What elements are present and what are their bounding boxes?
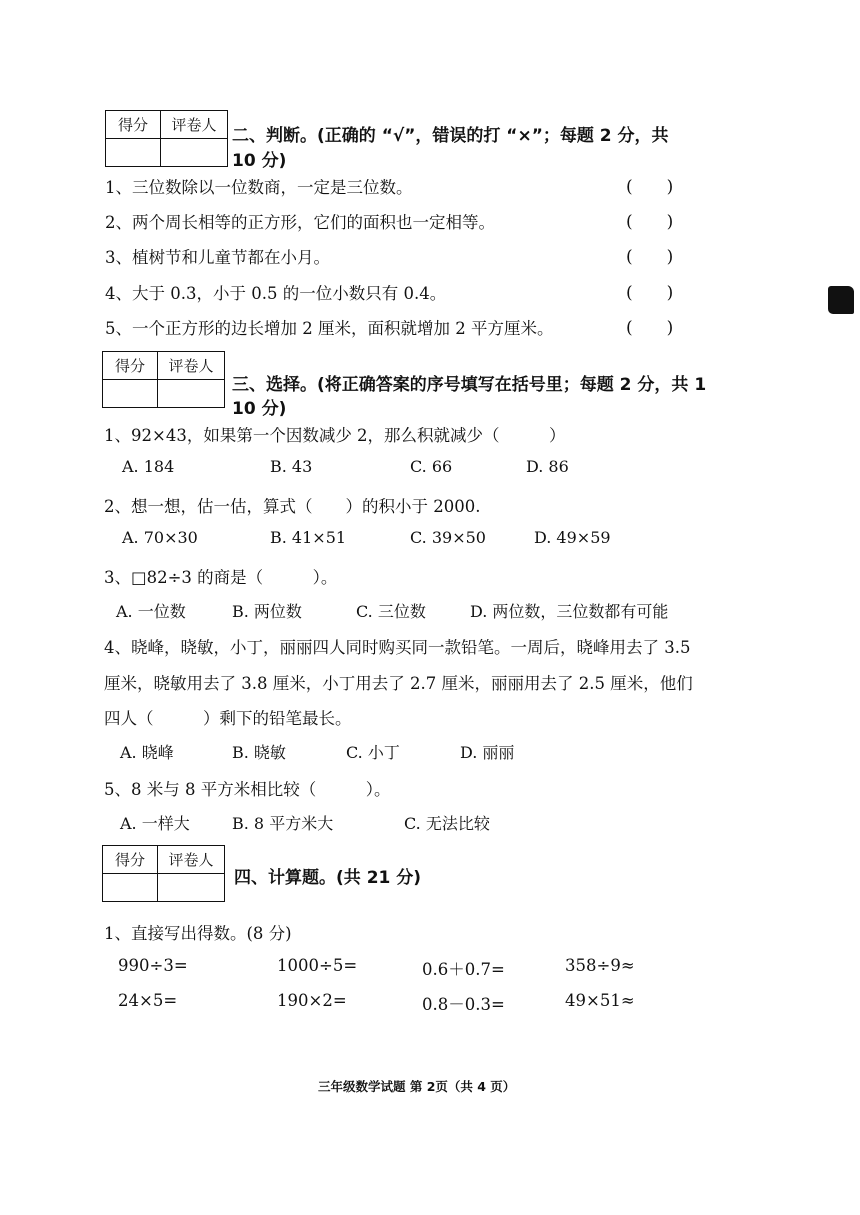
choice-question-4-line3: 四人（ ）剩下的铅笔最长。	[104, 709, 352, 728]
grader-label: 评卷人	[158, 352, 225, 380]
score-label: 得分	[103, 846, 158, 874]
calc-item: 49×51≈	[565, 991, 635, 1010]
q5-option-a[interactable]: A. 一样大	[120, 814, 190, 833]
score-label: 得分	[103, 352, 158, 380]
q1-option-d[interactable]: D. 86	[526, 457, 569, 476]
q5-option-b[interactable]: B. 8 平方米大	[232, 814, 334, 833]
choice-question-5: 5、8 米与 8 平方米相比较（ ）。	[104, 780, 391, 799]
scan-blot	[828, 286, 854, 314]
score-label: 得分	[106, 111, 161, 139]
page-footer: 三年级数学试题 第 2页（共 4 页）	[318, 1079, 516, 1094]
choice-question-4-line1: 4、晓峰，晓敏，小丁，丽丽四人同时购买同一款铅笔。一周后，晓峰用去了 3.5	[104, 638, 691, 657]
choice-question-4-line2: 厘米，晓敏用去了 3.8 厘米，小丁用去了 2.7 厘米，丽丽用去了 2.5 厘米，他们	[104, 674, 693, 693]
q2-option-a[interactable]: A. 70×30	[122, 528, 198, 547]
q4-option-c[interactable]: C. 小丁	[346, 743, 400, 762]
q3-option-a[interactable]: A. 一位数	[116, 602, 186, 621]
judge-answer-2[interactable]: ( )	[626, 212, 674, 232]
q3-option-c[interactable]: C. 三位数	[356, 602, 426, 621]
grader-label: 评卷人	[161, 111, 228, 139]
q5-option-c[interactable]: C. 无法比较	[404, 814, 490, 833]
judge-answer-4[interactable]: ( )	[626, 283, 674, 303]
calc-item: 990÷3=	[118, 956, 188, 975]
calc-item: 1000÷5=	[277, 956, 358, 975]
grader-cell[interactable]	[158, 380, 225, 408]
section3-title-line2: 10 分)	[232, 399, 287, 419]
q1-option-c[interactable]: C. 66	[410, 457, 453, 476]
grader-label: 评卷人	[158, 846, 225, 874]
q4-option-d[interactable]: D. 丽丽	[460, 743, 515, 762]
choice-question-3: 3、□82÷3 的商是（ ）。	[104, 568, 338, 587]
calc-item: 24×5=	[118, 991, 178, 1010]
calc-subtitle: 1、直接写出得数。(8 分)	[104, 924, 292, 943]
calc-item: 358÷9≈	[565, 956, 635, 975]
judge-question-4: 4、大于 0.3，小于 0.5 的一位小数只有 0.4。	[105, 284, 447, 303]
score-box-section3	[102, 351, 225, 408]
calc-item: 0.6＋0.7=	[422, 960, 505, 979]
judge-answer-1[interactable]: ( )	[626, 177, 674, 197]
section2-title-line2: 10 分)	[232, 151, 287, 171]
judge-answer-3[interactable]: ( )	[626, 247, 674, 267]
q4-option-b[interactable]: B. 晓敏	[232, 743, 286, 762]
q1-option-a[interactable]: A. 184	[122, 457, 175, 476]
grader-cell[interactable]	[158, 874, 225, 902]
choice-question-2: 2、想一想，估一估，算式（ ）的积小于 2000.	[104, 497, 481, 516]
section2-title-line1: 二、判断。(正确的 “√”，错误的打 “×”；每题 2 分，共	[232, 126, 669, 146]
score-cell[interactable]	[103, 874, 158, 902]
q2-option-b[interactable]: B. 41×51	[270, 528, 347, 547]
q2-option-d[interactable]: D. 49×59	[534, 528, 611, 547]
score-cell[interactable]	[103, 380, 158, 408]
judge-question-3: 3、植树节和儿童节都在小月。	[105, 248, 330, 267]
score-box-section2	[105, 110, 228, 167]
score-box-section4	[102, 845, 225, 902]
choice-question-1: 1、92×43，如果第一个因数减少 2，那么积就减少（ ）	[104, 426, 566, 445]
score-cell[interactable]	[106, 139, 161, 167]
section3-title-line1: 三、选择。(将正确答案的序号填写在括号里；每题 2 分，共 1	[232, 375, 707, 395]
judge-question-1: 1、三位数除以一位数商，一定是三位数。	[105, 178, 413, 197]
calc-item: 0.8－0.3=	[422, 995, 505, 1014]
calc-item: 190×2=	[277, 991, 347, 1010]
q3-option-b[interactable]: B. 两位数	[232, 602, 302, 621]
grader-cell[interactable]	[161, 139, 228, 167]
q1-option-b[interactable]: B. 43	[270, 457, 313, 476]
q4-option-a[interactable]: A. 晓峰	[120, 743, 174, 762]
section4-title: 四、计算题。(共 21 分)	[234, 868, 422, 888]
q2-option-c[interactable]: C. 39×50	[410, 528, 486, 547]
judge-question-5: 5、一个正方形的边长增加 2 厘米，面积就增加 2 平方厘米。	[105, 319, 554, 338]
judge-answer-5[interactable]: ( )	[626, 318, 674, 338]
q3-option-d[interactable]: D. 两位数，三位数都有可能	[470, 602, 669, 621]
judge-question-2: 2、两个周长相等的正方形，它们的面积也一定相等。	[105, 213, 495, 232]
